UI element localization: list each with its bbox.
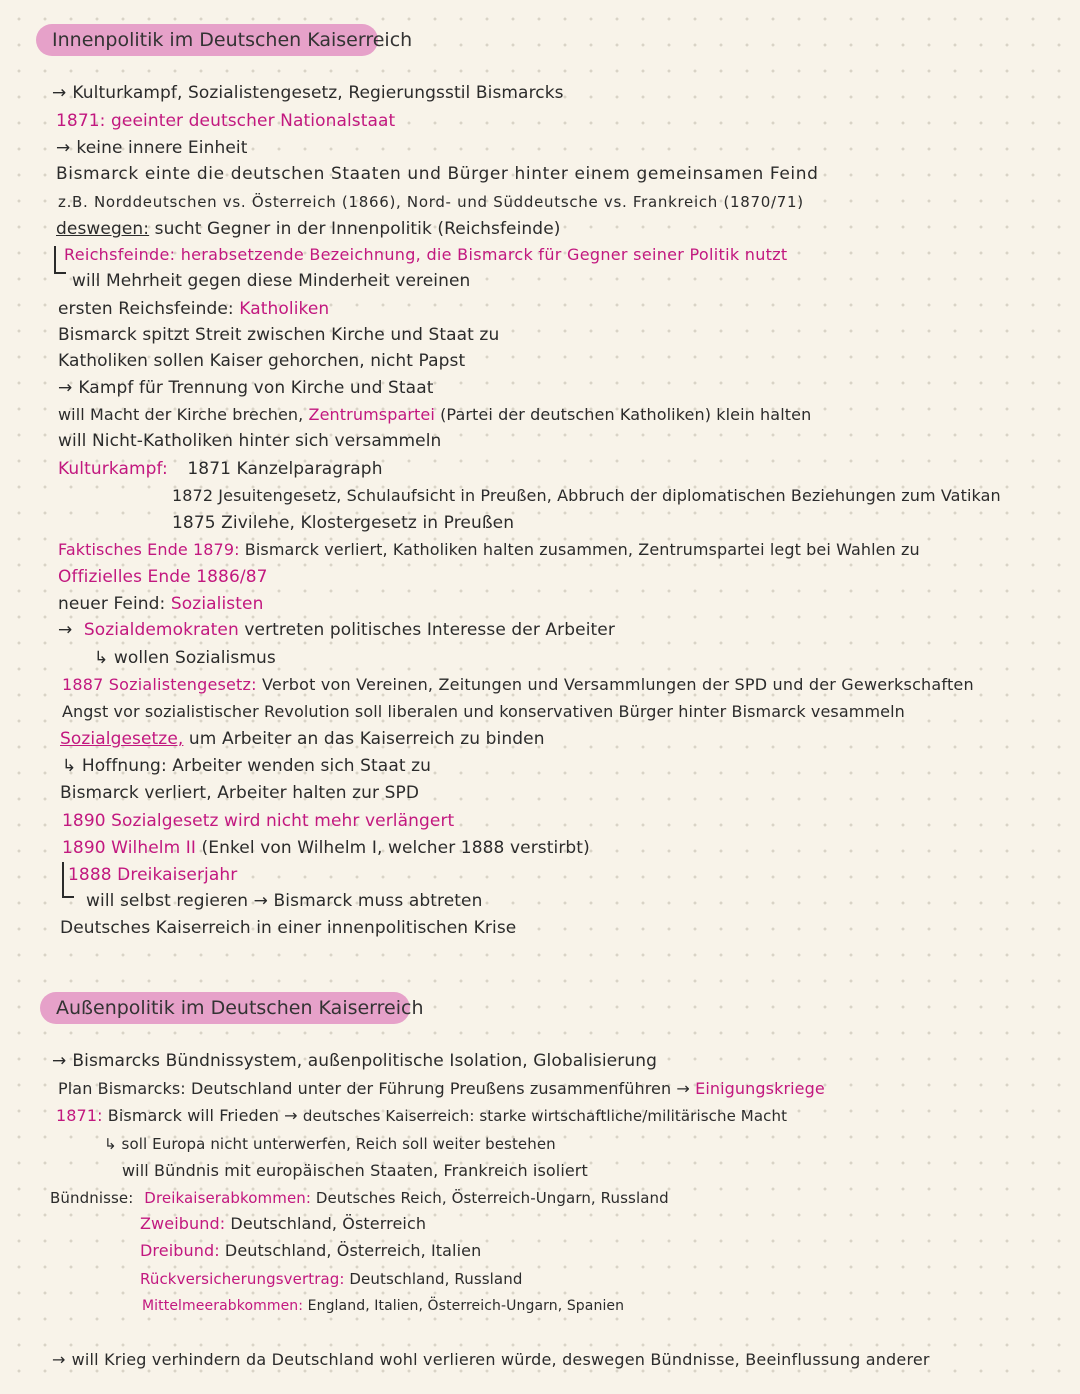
note-line: ersten Reichsfeinde: Katholiken (58, 299, 330, 319)
note-line: 1872 Jesuitengesetz, Schulaufsicht in Preußen, Abbruch der diplomatischen Beziehungen zum Vatikan (172, 486, 1001, 505)
note-line: Sozialgesetze, um Arbeiter an das Kaiserreich zu binden (60, 729, 545, 749)
note-line: ↳ Hoffnung: Arbeiter wenden sich Staat zu (62, 756, 432, 776)
note-line: will Bündnis mit europäischen Staaten, Frankreich isoliert (122, 1161, 588, 1180)
note-line: 1871: Bismarck will Frieden → deutsches Kaiserreich: starke wirtschaftliche/militärische Macht (56, 1106, 788, 1125)
note-line: Offizielles Ende 1886/87 (58, 567, 268, 587)
note-line: z.B. Norddeutschen vs. Österreich (1866), Nord- und Süddeutsche vs. Frankreich (1870/71) (58, 193, 804, 211)
note-line: 1887 Sozialistengesetz: Verbot von Vereinen, Zeitungen und Versammlungen der SPD und der Gewerkschaften (62, 675, 974, 694)
note-line: 1890 Sozialgesetz wird nicht mehr verlängert (62, 811, 455, 831)
note-line: will Nicht-Katholiken hinter sich versammeln (58, 431, 442, 451)
note-line: ↳ soll Europa nicht unterwerfen, Reich soll weiter bestehen (104, 1135, 556, 1153)
innenpolitik-heading: Innenpolitik im Deutschen Kaiserreich (36, 24, 378, 56)
note-line: Katholiken sollen Kaiser gehorchen, nicht Papst (58, 351, 466, 371)
note-line: 1890 Wilhelm II (Enkel von Wilhelm I, welcher 1888 verstirbt) (62, 838, 590, 858)
note-line: Dreibund: Deutschland, Österreich, Italien (140, 1241, 482, 1260)
note-line: → Bismarcks Bündnissystem, außenpolitische Isolation, Globalisierung (52, 1051, 657, 1071)
note-line: → Kulturkampf, Sozialistengesetz, Regierungsstil Bismarcks (52, 83, 564, 103)
note-line: Zweibund: Deutschland, Österreich (140, 1214, 427, 1233)
note-line: Angst vor sozialistischer Revolution soll liberalen und konservativen Bürger hinter Bismarck vesammeln (62, 702, 905, 721)
note-line: Bismarck spitzt Streit zwischen Kirche und Staat zu (58, 325, 500, 345)
note-line: neuer Feind: Sozialisten (58, 594, 264, 614)
note-line: Kulturkampf: 1871 Kanzelparagraph (58, 459, 383, 479)
note-line: 1888 Dreikaiserjahr (68, 865, 238, 885)
note-line: Bismarck einte die deutschen Staaten und Bürger hinter einem gemeinsamen Feind (56, 164, 819, 184)
note-line: deswegen: sucht Gegner in der Innenpolitik (Reichsfeinde) (56, 219, 561, 239)
note-line: will Macht der Kirche brechen, Zentrumspartei (Partei der deutschen Katholiken) klein halten (58, 405, 812, 424)
note-line: Bündnisse: Dreikaiserabkommen: Deutsches Reich, Österreich-Ungarn, Russland (50, 1189, 669, 1207)
note-line: → Sozialdemokraten vertreten politisches Interesse der Arbeiter (58, 620, 615, 640)
aussenpolitik-heading: Außenpolitik im Deutschen Kaiserreich (40, 992, 410, 1024)
note-line: Reichsfeinde: herabsetzende Bezeichnung, die Bismarck für Gegner seiner Politik nutzt (64, 245, 788, 264)
note-line: Mittelmeerabkommen: England, Italien, Österreich-Ungarn, Spanien (142, 1298, 625, 1314)
note-line: → keine innere Einheit (56, 138, 248, 158)
note-line: → will Krieg verhindern da Deutschland wohl verlieren würde, deswegen Bündnisse, Beeinflussung anderer (52, 1350, 930, 1369)
note-line: ↳ wollen Sozialismus (94, 648, 276, 668)
note-line: Faktisches Ende 1879: Bismarck verliert, Katholiken halten zusammen, Zentrumspartei legt bei Wahlen zu (58, 540, 920, 559)
note-line: will selbst regieren → Bismarck muss abtreten (86, 891, 483, 911)
note-line: Deutsches Kaiserreich in einer innenpolitischen Krise (60, 918, 517, 938)
note-line: Bismarck verliert, Arbeiter halten zur SPD (60, 783, 420, 803)
note-line: → Kampf für Trennung von Kirche und Staat (58, 378, 434, 398)
note-line: 1875 Zivilehe, Klostergesetz in Preußen (172, 513, 515, 533)
note-line: Rückversicherungsvertrag: Deutschland, Russland (140, 1270, 523, 1288)
note-line: will Mehrheit gegen diese Minderheit vereinen (72, 271, 471, 291)
note-line: 1871: geeinter deutscher Nationalstaat (56, 111, 396, 131)
note-line: Plan Bismarcks: Deutschland unter der Führung Preußens zusammenführen → Einigungskriege (58, 1079, 825, 1098)
